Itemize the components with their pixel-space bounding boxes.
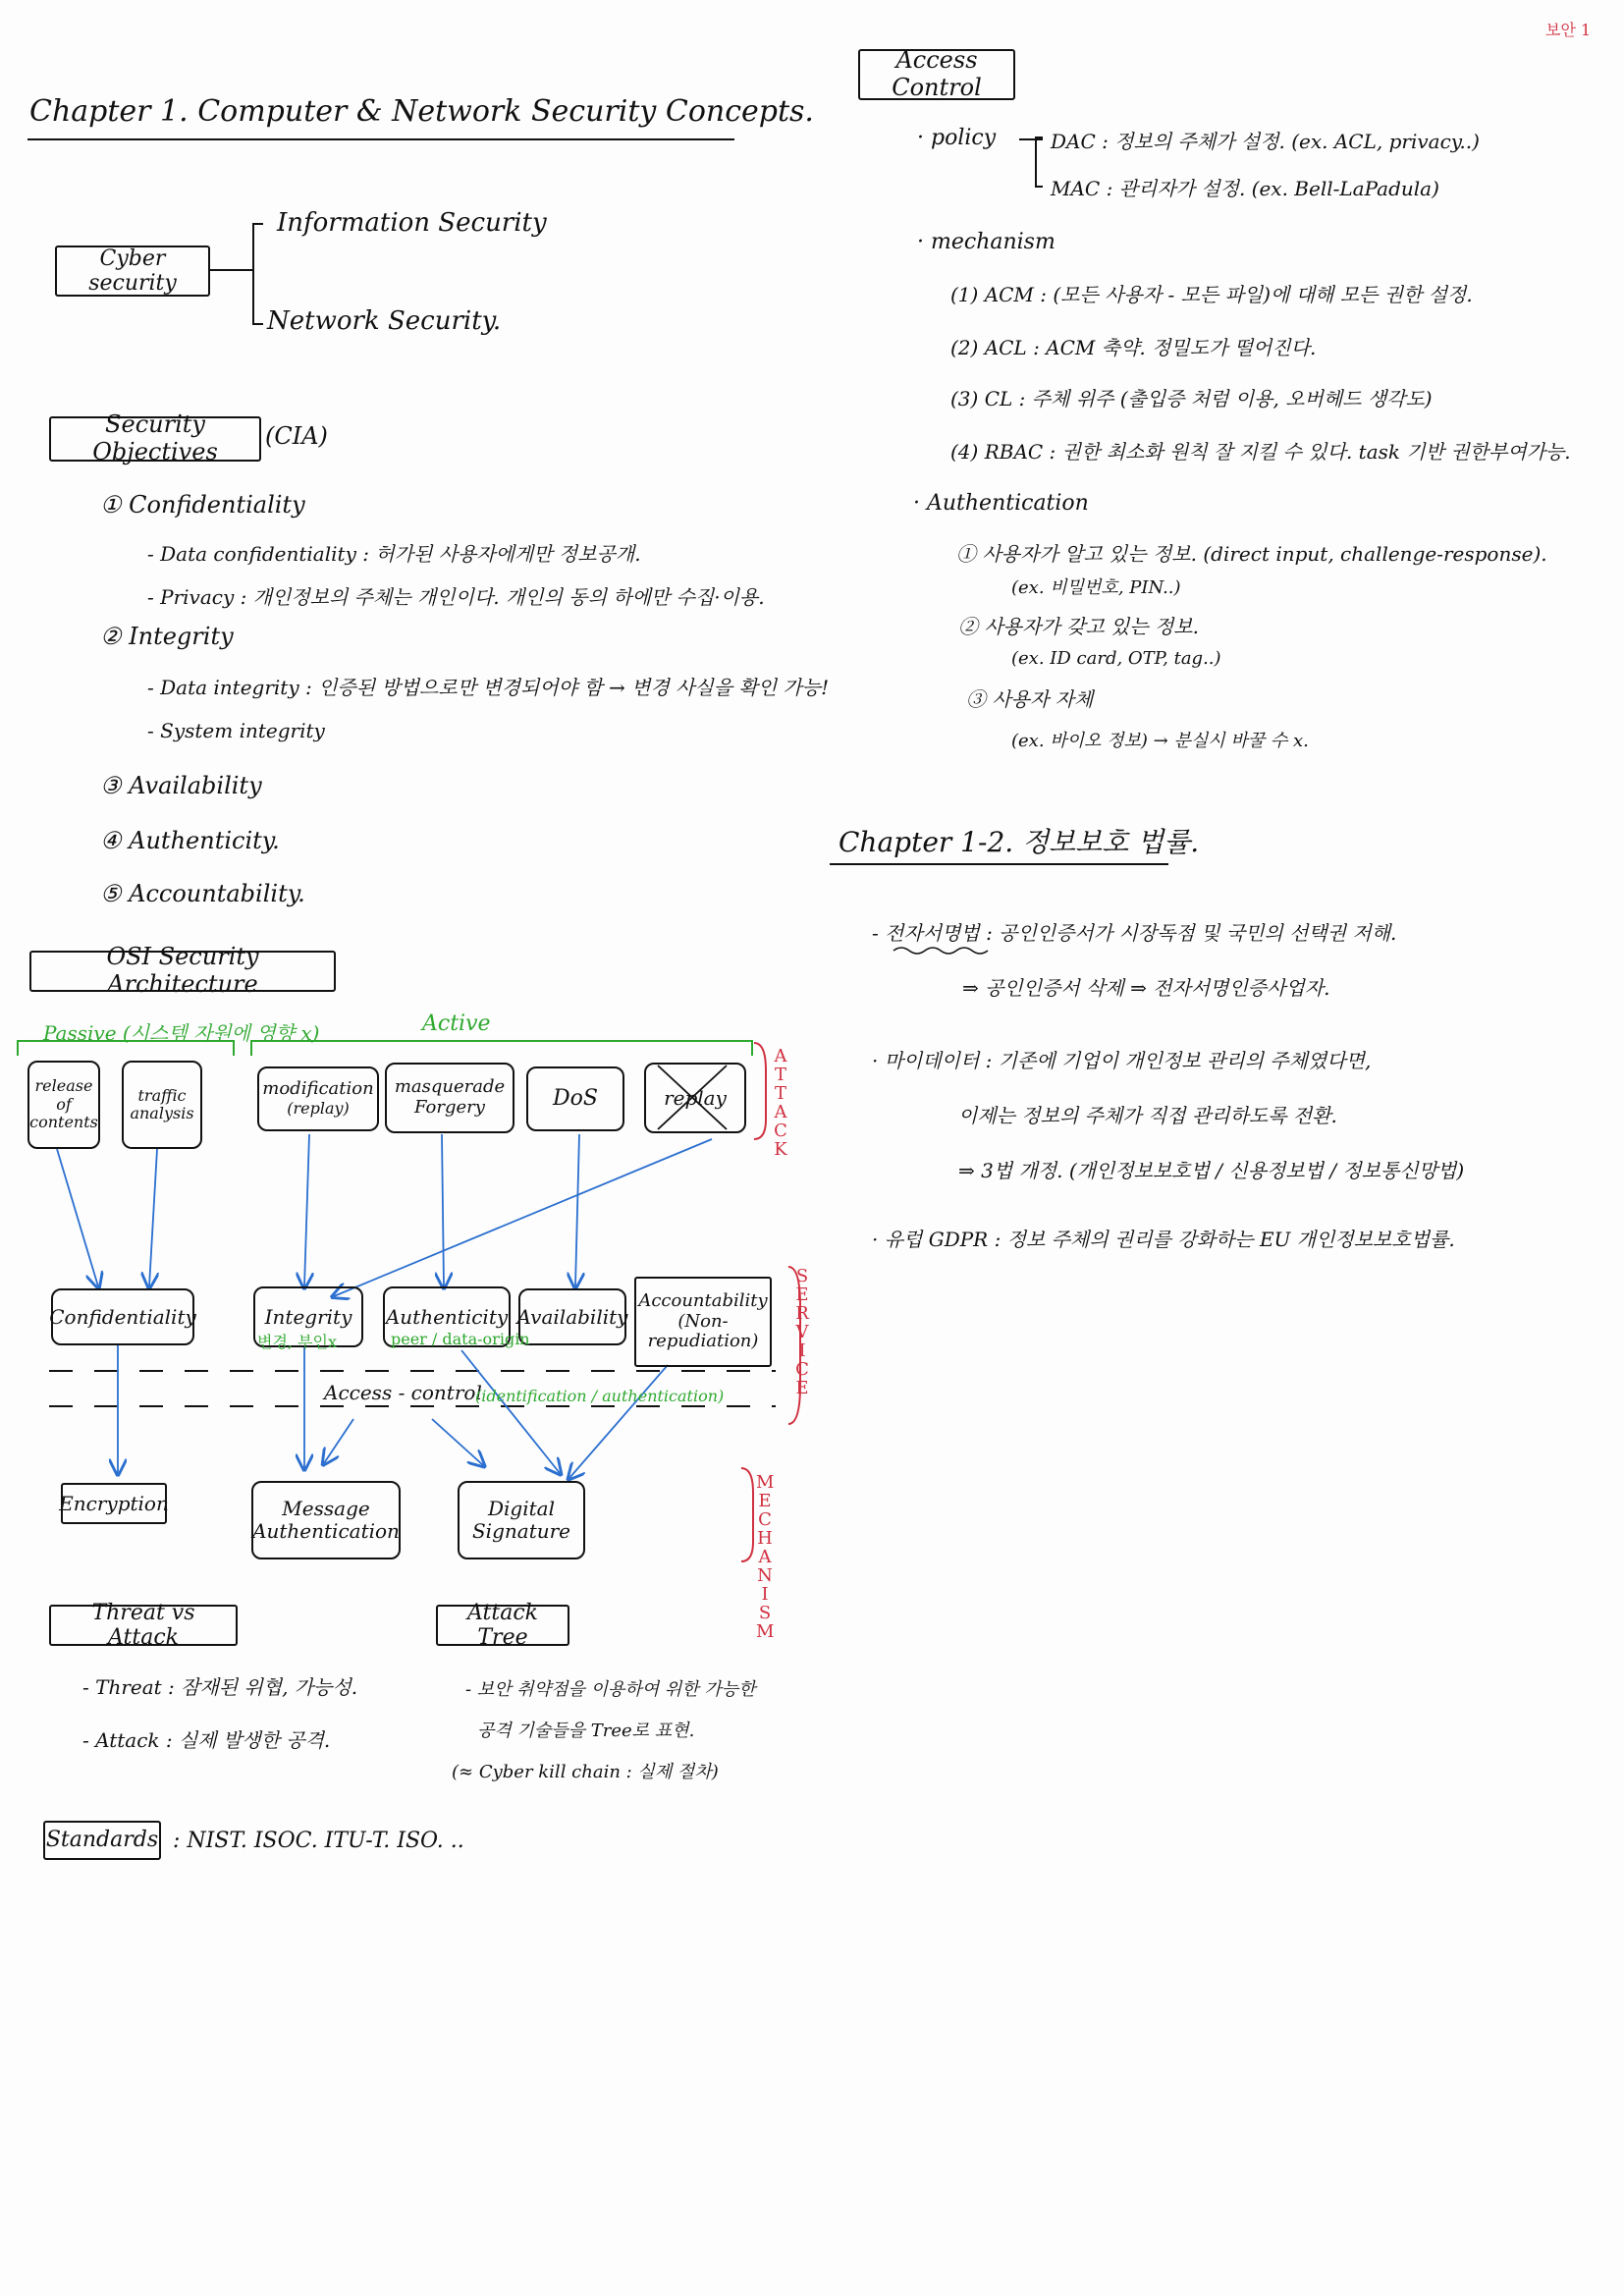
authentication-item: (ex. 비밀번호, PIN..) <box>1011 577 1181 598</box>
cia-label: (CIA) <box>265 422 328 450</box>
service-accountability: Accountability (Non-repudiation) <box>634 1277 772 1367</box>
service-confidentiality: Confidentiality <box>51 1288 194 1345</box>
mechanism-encryption: Encryption <box>61 1483 167 1524</box>
attack-tree-item: - 보안 취약점을 이용하여 위한 가능한 <box>465 1679 756 1700</box>
law-item: 이제는 정보의 주체가 직접 관리하도록 전환. <box>958 1104 1337 1127</box>
authentication-item: ② 사용자가 갖고 있는 정보. <box>958 615 1199 638</box>
threat-item: - Threat : 잠재된 위협, 가능성. <box>82 1675 358 1699</box>
attack-traffic-analysis: traffic analysis <box>122 1061 202 1149</box>
mechanism-item: (1) ACM : (모든 사용자 - 모든 파일)에 대해 모든 권한 설정. <box>950 283 1473 306</box>
objective-item: ④ Authenticity. <box>100 827 280 854</box>
mechanism-message-authentication: Message Authentication <box>251 1481 401 1559</box>
objective-item: - Data integrity : 인증된 방법으로만 변경되어야 함 → 변경 사실을 확인 가능! <box>147 676 830 699</box>
authentication-label: · Authentication <box>913 491 1089 516</box>
chapter1-title: Chapter 1. Computer & Network Security Concepts. <box>29 94 814 129</box>
passive-label: Passive (시스템 자원에 영향 x) <box>43 1021 320 1045</box>
policy-mac: MAC : 관리자가 설정. (ex. Bell-LaPadula) <box>1051 177 1439 200</box>
law-item: ⇒ 3법 개정. (개인정보보호법 / 신용정보법 / 정보통신망법) <box>958 1159 1465 1182</box>
mechanism-item: (2) ACL : ACM 축약. 정밀도가 떨어진다. <box>950 336 1317 359</box>
objective-item: ① Confidentiality <box>100 491 305 519</box>
attack-modification <box>257 1066 379 1131</box>
threat-item: - Attack : 실제 발생한 공격. <box>82 1728 331 1752</box>
objective-item: - System integrity <box>147 719 325 742</box>
chapter12-title: Chapter 1-2. 정보보호 법률. <box>839 826 1200 858</box>
mechanism-side-label: MECHANISM <box>756 1472 775 1642</box>
standards-text: : NIST. ISOC. ITU-T. ISO. .. <box>173 1829 464 1853</box>
service-side-label: SERVICE <box>795 1266 809 1398</box>
authentication-item: ③ 사용자 자체 <box>966 687 1094 711</box>
attack-replay: replay <box>644 1063 746 1133</box>
information-security-label: Information Security <box>277 208 547 238</box>
attack-masquerade-forgery: masquerade Forgery <box>385 1063 514 1133</box>
objective-item: ② Integrity <box>100 623 234 650</box>
active-label: Active <box>422 1011 491 1036</box>
attack-modification-note: (replay) <box>287 1099 350 1119</box>
mechanism-label: · mechanism <box>917 230 1056 254</box>
page-number-mark: 보안 1 <box>1545 21 1592 39</box>
mechanism-digital-signature: Digital Signature <box>458 1481 585 1559</box>
integrity-note: 변경, 부인x <box>257 1333 338 1351</box>
attack-tree-item: 공격 기술들을 Tree로 표현. <box>477 1721 695 1741</box>
attack-tree-box: Attack Tree <box>436 1605 569 1646</box>
standards-box: Standards <box>43 1821 161 1860</box>
cyber-security-box: Cyber security <box>55 246 210 297</box>
objective-item: - Privacy : 개인정보의 주체는 개인이다. 개인의 동의 하에만 수집·이용. <box>147 585 765 609</box>
service-availability: Availability <box>518 1288 626 1345</box>
authentication-item: (ex. ID card, OTP, tag..) <box>1011 648 1221 669</box>
objective-item: ⑤ Accountability. <box>100 880 305 907</box>
mechanism-item: (3) CL : 주체 위주 (출입증 처럼 이용, 오버헤드 생각도) <box>950 387 1433 410</box>
authentication-item: (ex. 바이오 정보) → 분실시 바꿀 수 x. <box>1011 731 1309 751</box>
law-item: ⇒ 공인인증서 삭제 ⇒ 전자서명인증사업자. <box>962 976 1330 1000</box>
service-integrity: Integrity <box>253 1286 363 1347</box>
access-control-box: Access Control <box>858 49 1015 100</box>
policy-dac: DAC : 정보의 주체가 설정. (ex. ACL, privacy..) <box>1051 130 1480 153</box>
law-item: · 마이데이터 : 기존에 기업이 개인정보 관리의 주체였다면, <box>872 1049 1372 1072</box>
law-item: - 전자서명법 : 공인인증서가 시장독점 및 국민의 선택권 저해. <box>872 921 1397 945</box>
attack-release-of-contents: release of contents <box>27 1061 100 1149</box>
authentication-item: ① 사용자가 알고 있는 정보. (direct input, challenge-response). <box>956 542 1547 566</box>
network-security-label: Network Security. <box>267 306 502 336</box>
authenticity-note: peer / data-origin <box>391 1330 530 1348</box>
access-control-label: Access - control <box>324 1381 482 1404</box>
attack-side-label: ATTACK <box>774 1046 787 1160</box>
attack-tree-item: (≈ Cyber kill chain : 실제 절차) <box>452 1762 719 1782</box>
attack-dos: DoS <box>526 1066 624 1131</box>
law-item: · 유럽 GDPR : 정보 주체의 권리를 강화하는 EU 개인정보보호법률. <box>872 1228 1455 1251</box>
threat-vs-attack-box: Threat vs Attack <box>49 1605 238 1646</box>
security-objectives-box: Security Objectives <box>49 416 261 462</box>
service-authenticity: Authenticity <box>383 1286 511 1347</box>
osi-architecture-box: OSI Security Architecture <box>29 951 336 992</box>
attack-modification-label: modification <box>262 1078 374 1100</box>
policy-label: · policy <box>917 126 997 150</box>
access-control-note: (identification / authentication) <box>475 1387 725 1405</box>
objective-item: ③ Availability <box>100 772 262 799</box>
objective-item: - Data confidentiality : 허가된 사용자에게만 정보공개. <box>147 542 641 566</box>
mechanism-item: (4) RBAC : 권한 최소화 원칙 잘 지킬 수 있다. task 기반 권한부여가능. <box>950 440 1571 464</box>
